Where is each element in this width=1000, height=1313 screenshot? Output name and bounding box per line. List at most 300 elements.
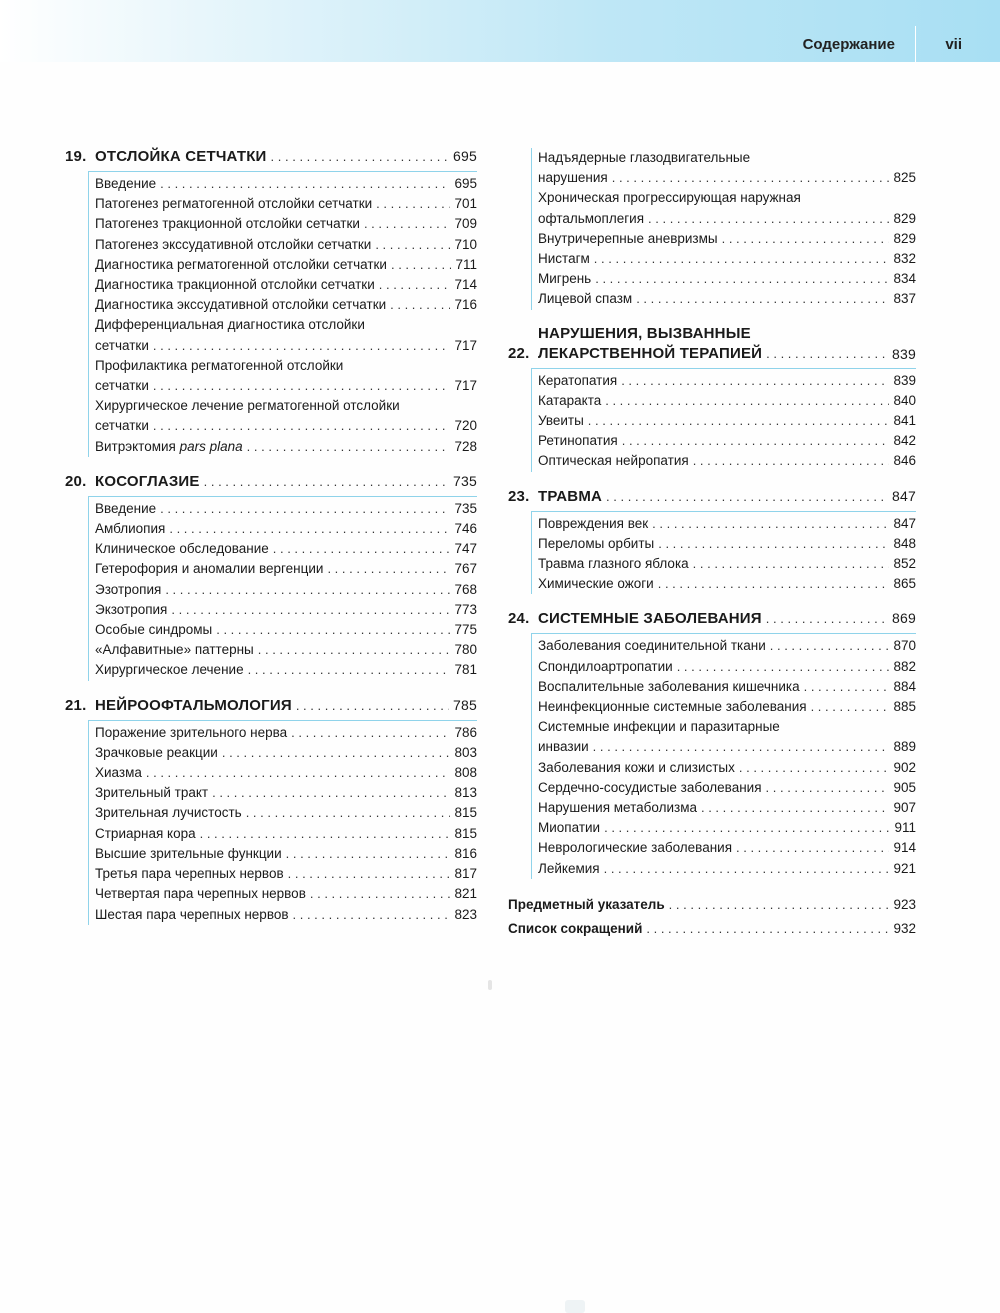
toc-entry[interactable]: [95, 803, 477, 823]
entry-title-text: Зрачковые реакции: [95, 744, 218, 760]
entry-title-text: Высшие зрительные функции: [95, 845, 282, 861]
entry-title-line2: сетчатки: [95, 378, 149, 394]
entry-title: [538, 798, 697, 818]
entry-title: [538, 229, 718, 249]
leader-dots: [171, 600, 450, 620]
toc-entry[interactable]: [95, 559, 477, 579]
leader-dots: [296, 696, 449, 716]
entry-title-text: Диагностика экссудативной отслойки сетчатки: [95, 297, 387, 313]
toc-entry[interactable]: [95, 539, 477, 559]
entry-page: 832: [893, 251, 916, 267]
toc-entry[interactable]: [538, 289, 916, 309]
entry-title-text: Экзотропия: [95, 601, 168, 617]
entry-title-text: Зрительная лучистость: [95, 805, 242, 821]
entry-page: 841: [893, 413, 916, 429]
entry-title-text: Внутричерепные аневризмы: [538, 230, 718, 246]
entry-title-text: Гетерофория и аномалии вергенции: [95, 561, 324, 577]
chapter-block: [508, 608, 916, 878]
entry-page: 815: [454, 825, 477, 841]
chapter-heading[interactable]: [508, 486, 916, 507]
entry-title-text: Увеиты: [538, 413, 584, 429]
leader-dots: [658, 534, 889, 554]
entry-title: [95, 580, 161, 600]
toc-entry[interactable]: [95, 640, 477, 660]
entry-page: 695: [454, 176, 477, 191]
leader-dots: [375, 235, 450, 255]
entry-page: 775: [454, 622, 477, 638]
entry-title-text: Патогенез тракционной отслойки сетчатки: [95, 216, 360, 232]
continued-entries: [531, 148, 916, 310]
entry-title-text: Амблиопия: [95, 521, 166, 537]
entry-title-text: Нарушения метаболизма: [538, 800, 697, 816]
entry-title-text: Неврологические заболевания: [538, 840, 733, 856]
entry-page: 840: [893, 392, 916, 408]
chapter-title-line2: ЛЕКАРСТВЕННОЙ ТЕРАПИЕЙ: [538, 344, 763, 362]
leader-dots: [612, 168, 890, 188]
entry-title-text: Лейкемия: [538, 860, 600, 876]
chapter-number: 22.: [508, 344, 530, 362]
back-matter-title: Список сокращений: [508, 920, 643, 936]
leader-dots: [593, 737, 890, 757]
entry-title: [538, 818, 600, 838]
entry-page: 817: [454, 866, 477, 882]
chapter-block: [65, 146, 477, 457]
toc-entry[interactable]: [538, 574, 916, 594]
entry-title-text: Особые синдромы: [95, 622, 213, 638]
entry-title: [95, 295, 386, 315]
entry-title-line1: Дифференциальная диагностика отслойки: [95, 317, 365, 333]
entry-title: [95, 905, 289, 925]
leader-dots: [652, 514, 889, 534]
leader-dots: [766, 778, 890, 798]
entry-title: [95, 499, 156, 519]
leader-dots: [701, 798, 889, 818]
entry-page: 716: [454, 297, 477, 313]
entry-title-text: Диагностика регматогенной отслойки сетчатки: [95, 256, 387, 272]
leader-dots: [153, 416, 451, 436]
chapter-heading[interactable]: [65, 146, 477, 167]
chapter-entries: [531, 511, 916, 595]
chapter-block: [65, 471, 477, 681]
toc-entry[interactable]: [538, 391, 916, 411]
entry-page: 852: [893, 556, 916, 572]
entry-title-text: Повреждения век: [538, 515, 649, 531]
entry-page: 816: [454, 845, 477, 861]
toc-entry[interactable]: [95, 174, 477, 194]
chapter-title-line1: НАРУШЕНИЯ, ВЫЗВАННЫЕ: [538, 324, 751, 342]
toc-entry[interactable]: [95, 194, 477, 214]
entry-title-text: Переломы орбиты: [538, 535, 655, 551]
leader-dots: [621, 371, 889, 391]
leader-dots: [588, 411, 890, 431]
toc-entry[interactable]: [95, 356, 477, 396]
entry-title-line2: сетчатки: [95, 418, 149, 434]
entry-title: [538, 859, 600, 879]
entry-title: [538, 431, 618, 451]
leader-dots: [288, 864, 451, 884]
toc-entry[interactable]: [538, 717, 916, 757]
entry-title-text: Патогенез экссудативной отслойки сетчатки: [95, 236, 372, 252]
chapter-page: 839: [892, 345, 916, 362]
toc-entry[interactable]: [95, 600, 477, 620]
entry-title-text: Шестая пара черепных нервов: [95, 906, 289, 922]
chapter-title: ОТСЛОЙКА СЕТЧАТКИ: [95, 148, 267, 165]
toc-entry[interactable]: [95, 620, 477, 640]
entry-title-line1: Надъядерные глазодвигательные: [538, 150, 751, 165]
entry-page: 846: [893, 453, 916, 469]
leader-dots: [327, 559, 450, 579]
entry-page: 834: [893, 271, 916, 287]
entry-page: 907: [893, 800, 916, 816]
entry-page: 711: [455, 256, 477, 272]
entry-page: 728: [454, 438, 477, 454]
toc-entry[interactable]: [538, 229, 916, 249]
chapter-block: [65, 695, 477, 925]
chapter-entries: [531, 633, 916, 878]
entry-title: [95, 844, 282, 864]
leader-dots: [604, 859, 890, 879]
entry-title: [95, 255, 387, 275]
leader-dots: [153, 336, 451, 356]
toc-entry[interactable]: [95, 660, 477, 680]
entry-page: 837: [893, 291, 916, 307]
entry-page: 823: [454, 906, 477, 922]
chapter-heading[interactable]: [508, 608, 916, 629]
chapter-title: [538, 324, 762, 364]
entry-title: [538, 636, 766, 656]
entry-page: 714: [454, 277, 477, 293]
entry-title-line1: Профилактика регматогенной отслойки: [95, 357, 344, 373]
entry-title-line2: сетчатки: [95, 337, 149, 353]
entry-title: [538, 574, 654, 594]
leader-dots: [165, 580, 450, 600]
header-divider: [915, 26, 916, 62]
chapter-number: 19.: [65, 148, 87, 165]
leader-dots: [766, 344, 888, 364]
entry-title: [95, 235, 371, 255]
chapter-heading[interactable]: [508, 324, 916, 364]
entry-title-text: Травма глазного яблока: [538, 556, 689, 572]
entry-page: 921: [893, 860, 916, 876]
leader-dots: [271, 147, 449, 167]
entry-page: 710: [454, 236, 477, 252]
toc-entry[interactable]: [538, 778, 916, 798]
back-matter-title: Предметный указатель: [508, 896, 665, 912]
toc-entry[interactable]: [95, 723, 477, 743]
entry-title-line1: Хирургическое лечение регматогенной отслойки: [95, 398, 400, 414]
scan-mark: [488, 980, 492, 990]
toc-entry[interactable]: [538, 371, 916, 391]
leader-dots: [594, 249, 890, 269]
leader-dots: [722, 229, 890, 249]
entry-page: 885: [893, 699, 916, 715]
leader-dots: [247, 437, 451, 457]
entry-title-text: Клиническое обследование: [95, 541, 269, 557]
entry-title: [95, 559, 323, 579]
toc-entry[interactable]: [95, 214, 477, 234]
entry-title-text: Поражение зрительного нерва: [95, 724, 288, 740]
entry-page: 839: [893, 372, 916, 388]
toc-entry[interactable]: [95, 235, 477, 255]
toc-entry[interactable]: [95, 315, 477, 355]
toc-entry[interactable]: [95, 905, 477, 925]
toc-entry[interactable]: [538, 534, 916, 554]
toc-entry[interactable]: [538, 451, 916, 471]
entry-title: [538, 289, 632, 309]
entry-title-text: Спондилоартропатии: [538, 658, 673, 674]
entry-page: 842: [893, 433, 916, 449]
entry-title: [95, 539, 269, 559]
toc-entry[interactable]: [538, 411, 916, 431]
chapter-heading[interactable]: [65, 471, 477, 492]
entry-page: 735: [454, 500, 477, 516]
entry-page: 767: [454, 561, 477, 577]
entry-title: [95, 743, 218, 763]
toc-entry[interactable]: [538, 838, 916, 858]
entry-title: [95, 437, 243, 457]
entry-title: [95, 803, 242, 823]
entry-title-text: Заболевания соединительной ткани: [538, 638, 766, 654]
leader-dots: [286, 844, 451, 864]
leader-dots: [770, 636, 890, 656]
leader-dots: [376, 194, 450, 214]
entry-title-italic: pars plana: [179, 438, 243, 454]
entry-page: 884: [893, 678, 916, 694]
entry-page: 902: [893, 759, 916, 775]
entry-title-text: Патогенез регматогенной отслойки сетчатки: [95, 196, 373, 212]
back-matter-page: 932: [893, 920, 916, 936]
entry-title: [538, 758, 735, 778]
entry-title-text: Неинфекционные системные заболевания: [538, 699, 807, 715]
entry-title: [538, 697, 807, 717]
toc-entry[interactable]: [95, 396, 477, 436]
leader-dots: [811, 697, 890, 717]
chapter-number: 23.: [508, 487, 530, 505]
entry-title-text: Заболевания кожи и слизистых: [538, 759, 735, 775]
toc-entry[interactable]: [538, 148, 916, 188]
toc-entry[interactable]: [538, 269, 916, 289]
toc-entry[interactable]: [538, 859, 916, 879]
entry-title-text: Нистагм: [538, 251, 590, 267]
toc-entry[interactable]: [538, 798, 916, 818]
leader-dots: [364, 214, 451, 234]
entry-title: [538, 269, 591, 289]
entry-title: [95, 783, 208, 803]
toc-entry[interactable]: [538, 431, 916, 451]
entry-title: [538, 249, 590, 269]
leader-dots: [248, 660, 451, 680]
chapter-page: 695: [453, 148, 477, 164]
leader-dots: [169, 519, 450, 539]
scan-mark-bottom: [565, 1300, 585, 1313]
toc-entry[interactable]: [538, 758, 916, 778]
entry-page: 717: [454, 337, 477, 353]
entry-title: [538, 554, 689, 574]
toc-entry[interactable]: [538, 677, 916, 697]
toc-entry[interactable]: [538, 636, 916, 656]
toc-entry[interactable]: [538, 249, 916, 269]
leader-dots: [658, 574, 890, 594]
leader-dots: [605, 391, 889, 411]
entry-page: 911: [894, 820, 916, 836]
entry-title-text: Кератопатия: [538, 372, 618, 388]
toc-entry[interactable]: [95, 824, 477, 844]
entry-title-text: Лицевой спазм: [538, 291, 633, 307]
entry-page: 829: [893, 230, 916, 246]
entry-title-text: Стриарная кора: [95, 825, 196, 841]
entry-title: [538, 838, 732, 858]
toc-entry[interactable]: [95, 499, 477, 519]
entry-title: [538, 411, 584, 431]
chapter-number: 24.: [508, 610, 530, 628]
leader-dots: [246, 803, 451, 823]
chapter-entries: [531, 368, 916, 472]
leader-dots: [646, 917, 889, 941]
chapter-page: 869: [892, 610, 916, 627]
leader-dots: [379, 275, 451, 295]
entry-page: 847: [893, 515, 916, 531]
toc-entry[interactable]: [95, 295, 477, 315]
entry-title: [95, 723, 287, 743]
entry-title-text: Введение: [95, 500, 157, 516]
leader-dots: [204, 472, 449, 492]
entry-page: 720: [454, 418, 477, 434]
entry-title: [95, 174, 156, 194]
entry-page: 815: [454, 805, 477, 821]
entry-page: 870: [893, 638, 916, 654]
leader-dots: [216, 620, 450, 640]
leader-dots: [669, 893, 890, 917]
entry-page: 773: [454, 601, 477, 617]
toc-entry[interactable]: [538, 657, 916, 677]
toc-entry[interactable]: [95, 783, 477, 803]
entry-title: [538, 657, 673, 677]
entry-page: 821: [454, 886, 477, 902]
entry-page: 803: [454, 744, 477, 760]
leader-dots: [212, 783, 450, 803]
leader-dots: [604, 818, 890, 838]
chapter-page: 785: [453, 696, 477, 713]
leader-dots: [622, 431, 890, 451]
toc-entry[interactable]: [538, 514, 916, 534]
leader-dots: [606, 487, 888, 507]
toc-right-column: [508, 148, 916, 941]
entry-title-line2: офтальмоплегия: [538, 210, 645, 226]
running-header-title: Содержание: [802, 36, 895, 53]
entry-page: 808: [454, 765, 477, 781]
toc-entry[interactable]: [95, 437, 477, 457]
toc-entry[interactable]: [95, 743, 477, 763]
entry-title: [95, 519, 165, 539]
entry-title-text: Химические ожоги: [538, 576, 654, 592]
toc-entry[interactable]: [95, 884, 477, 904]
entry-title-line2-row: [538, 168, 916, 188]
toc-entry[interactable]: [95, 763, 477, 783]
back-matter-entry[interactable]: [508, 917, 916, 941]
entry-title-line1: Системные инфекции и паразитарные: [538, 719, 780, 735]
toc-entry[interactable]: [95, 519, 477, 539]
toc-entry[interactable]: [95, 580, 477, 600]
entry-title-text: Третья пара черепных нервов: [95, 866, 284, 882]
entry-title: [538, 371, 617, 391]
leader-dots: [636, 289, 889, 309]
entry-title-text: Зрительный тракт: [95, 785, 209, 801]
toc-entry[interactable]: [95, 275, 477, 295]
entry-title-text: Воспалительные заболевания кишечника: [538, 678, 800, 694]
entry-title: [95, 194, 372, 214]
entry-title: [95, 620, 212, 640]
leader-dots: [160, 174, 450, 194]
toc-entry[interactable]: [95, 844, 477, 864]
chapter-heading[interactable]: [65, 695, 477, 716]
entry-title: [95, 660, 244, 680]
leader-dots: [739, 758, 890, 778]
leader-dots: [595, 269, 889, 289]
entry-title-text: Диагностика тракционной отслойки сетчатки: [95, 277, 375, 293]
entry-title-text: Хирургическое лечение: [95, 662, 244, 678]
entry-title-text: Сердечно-сосудистые заболевания: [538, 779, 762, 795]
back-matter-entry[interactable]: [508, 893, 916, 917]
entry-title-text: Четвертая пара черепных нервов: [95, 886, 306, 902]
leader-dots: [648, 209, 889, 229]
entry-page: 848: [893, 535, 916, 551]
chapter-title: ТРАВМА: [538, 487, 603, 505]
entry-title: [95, 640, 254, 660]
entry-page: 768: [454, 581, 477, 597]
entry-title-line2-row: [95, 376, 477, 396]
entry-title-line2-row: [95, 336, 477, 356]
entry-page: 786: [454, 724, 477, 740]
chapter-title: СИСТЕМНЫЕ ЗАБОЛЕВАНИЯ: [538, 610, 762, 628]
leader-dots: [766, 609, 888, 629]
entry-title: [95, 824, 196, 844]
entry-title-text: Эзотропия: [95, 581, 162, 597]
entry-title-text: Введение: [95, 176, 157, 191]
toc-entry[interactable]: [538, 697, 916, 717]
leader-dots: [293, 905, 451, 925]
toc-entry[interactable]: [538, 554, 916, 574]
entry-title: [95, 275, 375, 295]
toc-entry[interactable]: [538, 818, 916, 838]
leader-dots: [693, 554, 890, 574]
entry-title: [538, 514, 648, 534]
leader-dots: [677, 657, 890, 677]
toc-entry[interactable]: [538, 188, 916, 228]
leader-dots: [310, 884, 451, 904]
entry-title-text: Витрэктомия: [95, 438, 176, 454]
entry-page: 914: [893, 840, 916, 856]
leader-dots: [804, 677, 890, 697]
entry-title: [538, 451, 689, 471]
leader-dots: [258, 640, 451, 660]
entry-page: 717: [454, 378, 477, 394]
chapter-entries: [88, 720, 477, 925]
entry-page: 829: [893, 210, 916, 226]
toc-left-column: [65, 146, 477, 939]
entry-title: [538, 391, 601, 411]
entry-page: 813: [454, 785, 477, 801]
entry-page: 746: [454, 521, 477, 537]
toc-entry[interactable]: [95, 864, 477, 884]
chapter-page: 735: [453, 472, 477, 489]
chapter-entries: [88, 171, 477, 457]
entry-page: 781: [454, 662, 477, 678]
chapter-block: [508, 486, 916, 595]
leader-dots: [736, 838, 889, 858]
entry-title: [538, 778, 762, 798]
entry-title-text: «Алфавитные» паттерны: [95, 642, 254, 658]
toc-entry[interactable]: [95, 255, 477, 275]
